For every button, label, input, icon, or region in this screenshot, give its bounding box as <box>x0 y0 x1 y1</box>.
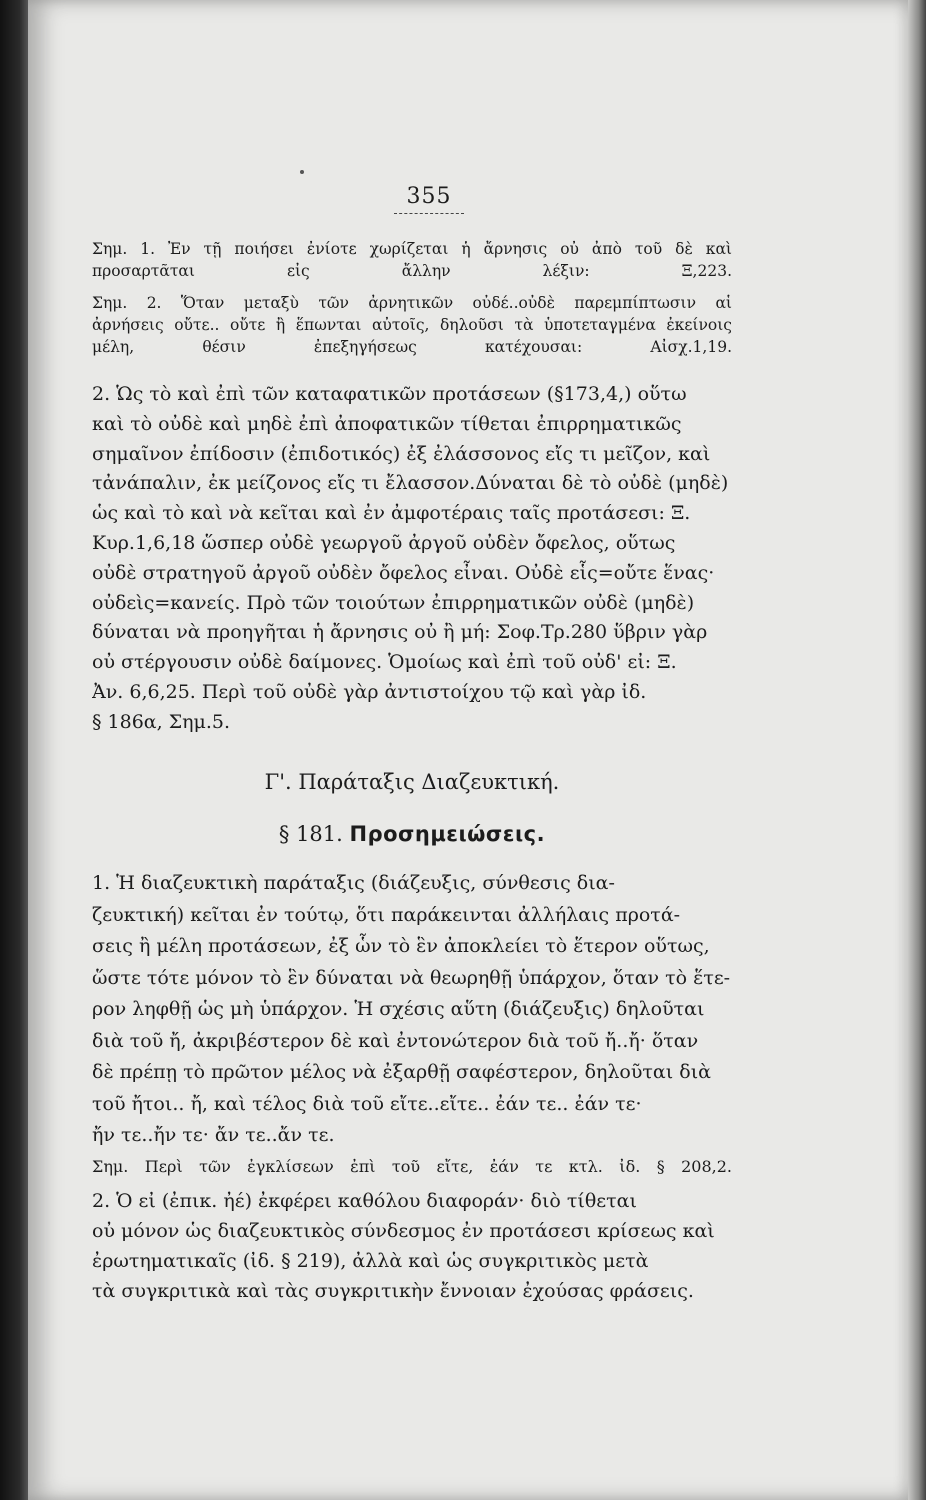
note-2-line: ἀρνήσεις οὔτε.. οὔτε ἢ ἕπωνται αὐτοῖς, δηλοῦσι τὰ ὑποτεταγμένα ἐκείνοις <box>92 316 732 334</box>
paragraph-line: ἤν τε..ἤν τε· ἄν τε..ἄν τε. <box>92 1124 335 1146</box>
page-number: 355 <box>406 184 452 209</box>
paragraph-line: δύναται νὰ προηγῆται ἡ ἄρνησις οὐ ἢ μή: Σοφ.Τρ.280 ὕβριν γὰρ <box>92 621 708 644</box>
book-page <box>28 0 908 1500</box>
paragraph-line: Ἀν. 6,6,25. Περὶ τοῦ οὐδὲ γὰρ ἀντιστοίχου τῷ καὶ γὰρ ἰδ. <box>92 680 647 703</box>
note-3-line: Σημ. Περὶ τῶν ἐγκλίσεων ἐπὶ τοῦ εἴτε, ἐάν τε κτλ. ἰδ. § 208,2. <box>92 1157 732 1176</box>
section-title: Γ'. Παράταξις Διαζευκτική. <box>264 770 560 794</box>
paragraph-line: καὶ τὸ οὐδὲ καὶ μηδὲ ἐπὶ ἀποφατικῶν τίθεται ἐπιρρηματικῶς <box>92 412 682 435</box>
paragraph-line: Κυρ.1,6,18 ὥσπερ οὐδὲ γεωργοῦ ἀργοῦ οὐδὲν ὄφελος, οὕτως <box>92 531 676 554</box>
paragraph-line: ζευκτική) κεῖται ἐν τούτῳ, ὅτι παράκεινται ἀλλήλαις προτά- <box>92 903 681 926</box>
paragraph-line: ὥστε τότε μόνον τὸ ἓν δύναται νὰ θεωρηθῇ ὑπάρχον, ὅταν τὸ ἕτε- <box>92 966 731 989</box>
paragraph-line: διὰ τοῦ ἤ, ἀκριβέστερον δὲ καὶ ἐντονώτερον διὰ τοῦ ἤ..ἤ· ὅταν <box>92 1029 699 1052</box>
note-1-line: προσαρτᾶται εἰς ἄλλην λέξιν: Ξ,223. <box>92 262 732 280</box>
paragraph-line: οὐ στέργουσιν οὐδὲ δαίμονες. Ὁμοίως καὶ ἐπὶ τοῦ οὐδ' εἰ: Ξ. <box>92 651 677 674</box>
paragraph-line: 2. Ὡς τὸ καὶ ἐπὶ τῶν καταφατικῶν προτάσεων (§173,4,) οὕτω <box>92 383 687 405</box>
paragraph-line: 2. Ὁ εἰ (ἐπικ. ἠέ) ἐκφέρει καθόλου διαφοράν· διὸ τίθεται <box>92 1190 637 1212</box>
paragraph-line: σεις ἢ μέλη προτάσεων, ἐξ ὧν τὸ ἓν ἀποκλείει τὸ ἕτερον οὕτως, <box>92 935 710 957</box>
paragraph-line: οὐδεὶς=κανείς. Πρὸ τῶν τοιούτων ἐπιρρηματικῶν οὐδὲ (μηδὲ) <box>92 591 695 614</box>
paragraph-line: τοῦ ἤτοι.. ἤ, καὶ τέλος διὰ τοῦ εἴτε..εἴτε.. ἐάν τε.. ἐάν τε· <box>92 1092 642 1115</box>
paragraph-line: οὐδὲ στρατηγοῦ ἀργοῦ οὐδὲν ὄφελος εἶναι. Οὐδὲ εἷς=οὔτε ἕνας· <box>92 561 715 584</box>
paragraph-line: ὡς καὶ τὸ καὶ νὰ κεῖται καὶ ἐν ἀμφοτέραις ταῖς προτάσεσι: Ξ. <box>92 502 691 525</box>
paragraph-2-ei <box>92 1186 732 1306</box>
paragraph-line: ἐρωτηματικαῖς (ἰδ. § 219), ἀλλὰ καὶ ὡς συγκριτικὸς μετὰ <box>92 1250 649 1272</box>
scan-right-edge <box>908 0 926 1500</box>
paragraph-line: δὲ πρέπῃ τὸ πρῶτον μέλος νὰ ἐξαρθῇ σαφέστερον, δηλοῦται διὰ <box>92 1061 711 1083</box>
ink-speck <box>300 170 304 174</box>
paragraph-line: 1. Ἡ διαζευκτικὴ παράταξις (διάζευξις, σύνθεσις δια- <box>92 872 615 894</box>
subsection-number: § 181. <box>278 822 343 846</box>
note-1 <box>92 238 732 282</box>
paragraph-line: σημαῖνον ἐπίδοσιν (ἐπιδοτικός) ἐξ ἐλάσσονος εἴς τι μεῖζον, καὶ <box>92 442 711 465</box>
note-1-line: Σημ. 1. Ἐν τῇ ποιήσει ἐνίοτε χωρίζεται ἡ ἄρνησις οὐ ἀπὸ τοῦ δὲ καὶ <box>92 240 732 258</box>
note-2 <box>92 292 732 358</box>
paragraph-1-disjunction <box>92 868 732 1152</box>
subsection-heading <box>92 822 732 846</box>
paragraph-line: τὰ συγκριτικὰ καὶ τὰς συγκριτικὴν ἔννοιαν ἐχούσας φράσεις. <box>92 1280 694 1302</box>
paragraph-line: § 186α, Σημ.5. <box>92 710 231 733</box>
page-number-rule <box>394 213 464 214</box>
paragraph-2-negation <box>92 380 732 738</box>
scan-left-edge <box>0 0 28 1500</box>
paragraph-line: ρον ληφθῇ ὡς μὴ ὑπάρχον. Ἡ σχέσις αὕτη (διάζευξις) δηλοῦται <box>92 998 705 1020</box>
note-2-line: μέλη, θέσιν ἐπεξηγήσεως κατέχουσαι: Αἰσχ.1,19. <box>92 338 732 356</box>
note-2-line: Σημ. 2. Ὅταν μεταξὺ τῶν ἀρνητικῶν οὐδέ..οὐδὲ παρεμπίπτωσιν αἱ <box>92 294 732 312</box>
subsection-title: Προσημειώσεις. <box>349 822 546 846</box>
paragraph-line: οὐ μόνον ὡς διαζευκτικὸς σύνδεσμος ἐν προτάσεσι κρίσεως καὶ <box>92 1220 715 1242</box>
note-3 <box>92 1156 732 1178</box>
paragraph-line: τἀνάπαλιν, ἐκ μείζονος εἴς τι ἔλασσον.Δύναται δὲ τὸ οὐδὲ (μηδὲ) <box>92 472 729 495</box>
